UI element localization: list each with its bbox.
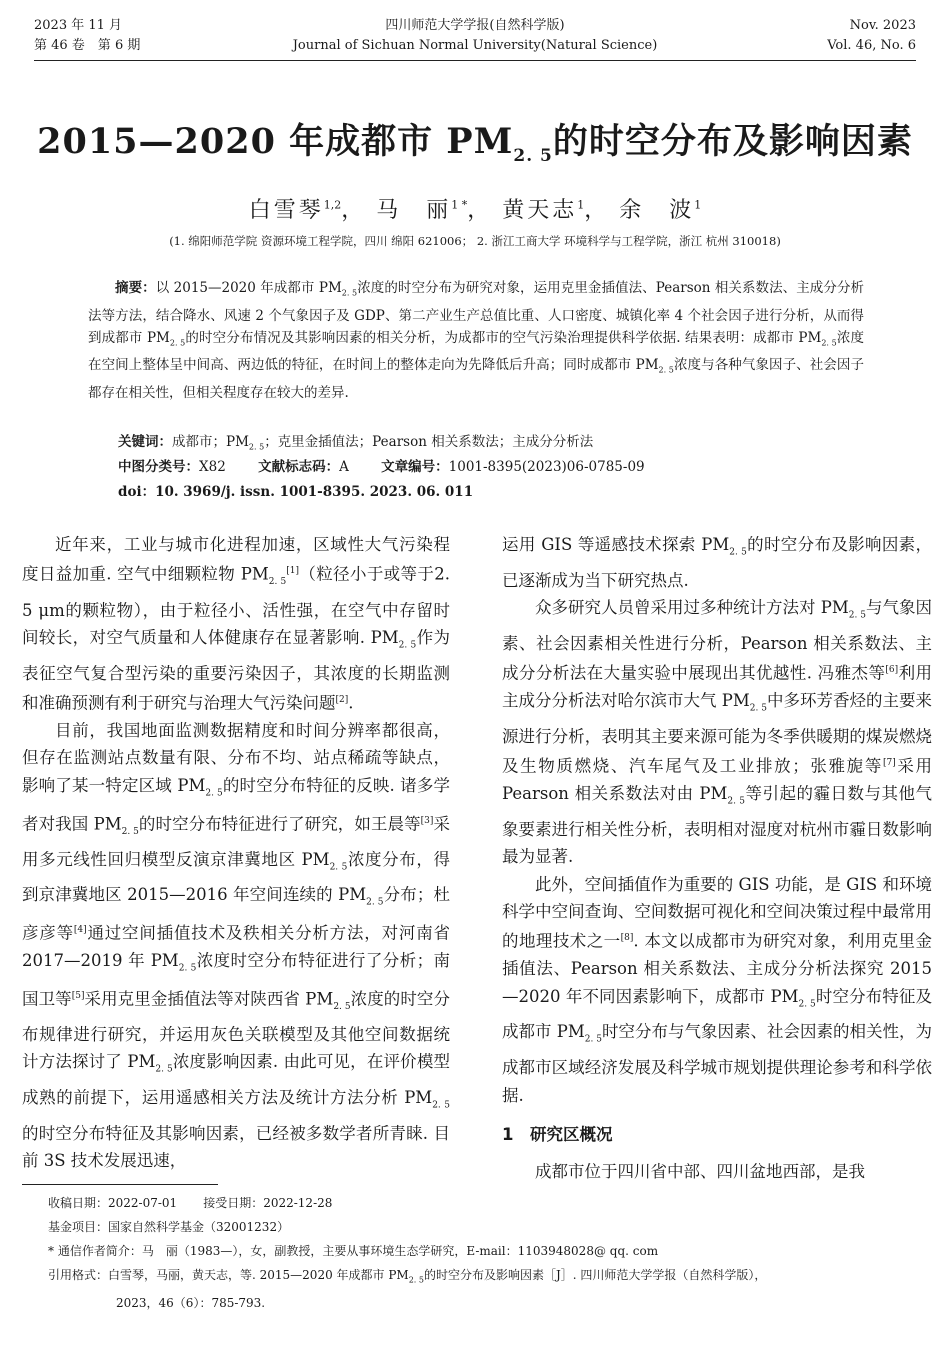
paragraph: 运用 GIS 等遥感技术探索 $PM_{2. 5}$的时空分布及影响因素，已逐渐成为当下研究热点. bbox=[502, 535, 932, 590]
footnote-fund: 基金项目：国家自然科学基金（32001232） bbox=[48, 1220, 290, 1234]
body-column-right bbox=[502, 531, 932, 1186]
classification-line: 中图分类号：X82 文献标志码：A 文章编号：1001-8395(2023)06-0785-09 bbox=[118, 459, 645, 475]
author: 白雪琴 bbox=[248, 198, 324, 223]
header-center: 四川师范大学学报(自然科学版) Journal of Sichuan Normal University(Natural Science) bbox=[292, 18, 658, 53]
paragraph: 此外，空间插值作为重要的 GIS 功能，是 GIS 和环境科学中空间查询、空间数据可视化和空间决策过程中最常用的地理技术之一[8]. 本文以成都市为研究对象，利用克里金插值法、Pearson 相关系数法、主成分分析法探究 2015—2020 年不同因素影响下，成都市 $PM_{2. 5}$时空分布特征及成都市 $PM_{2. 5}$时空分布与气象因素、社会因素的相关性，为成都市区域经济发展及科学城市规划提供理论参考和科学依据. bbox=[502, 874, 933, 1105]
section-heading: 1 研究区概况 bbox=[502, 1125, 613, 1144]
paragraph: 众多研究人员曾采用过多种统计方法对 $PM_{2. 5}$与气象因素、社会因素相关性进行分析，Pearson 相关系数法、主成分分析法在大量实验中展现出其优越性. 冯雅杰等[6]利用主成分分析法对哈尔滨市大气 $PM_{2. 5}$中多环芳香烃的主要来源进行分析，表明其主要来源可能为冬季供暖期的煤炭燃烧及生物质燃烧、汽车尾气及工业排放；张雅旎等[7]采用 Pearson 相关系数法对由 $PM_{2. 5}$等引起的霾日数与其他气象要素进行相关性分析，表明相对湿度对杭州市霾日数影响最为显著. bbox=[502, 598, 933, 867]
keywords: 关键词：成都市；$PM_{2. 5}$；克里金插值法；Pearson 相关系数法；主成分分析法 bbox=[118, 434, 594, 452]
author: 马 丽 bbox=[376, 198, 452, 223]
author-list: 白雪琴$^{1,2}$， 马 丽$^{1 *}$， 黄天志$^1$， 余 波$^1$ bbox=[248, 198, 702, 223]
footnote-citation-cont: 2023，46（6）：785-793. bbox=[116, 1296, 266, 1310]
footnote-citation: 引用格式：白雪琴，马丽，黄天志，等. 2015—2020 年成都市 $PM_{2. 5}$的时空分布及影响因素［J］. 四川师范大学学报（自然科学版）， bbox=[48, 1268, 767, 1285]
paragraph: 成都市位于四川省中部、四川盆地西部，是我 bbox=[535, 1162, 865, 1182]
running-header bbox=[34, 14, 916, 61]
body-column-left bbox=[22, 531, 450, 1175]
affiliations: (1. 绵阳师范学院 资源环境工程学院，四川 绵阳 621006； 2. 浙江工商大学 环境科学与工程学院，浙江 杭州 310018) bbox=[169, 234, 781, 248]
paragraph: 近年来，工业与城市化进程加速，区域性大气污染程度日益加重. 空气中细颗粒物 $PM_{2. 5}[1]$（粒径小于或等于2. 5 μm的颗粒物），由于粒径小、活性强，在空气中存留时间较长，对空气质量和人体健康存在显著影响. $PM_{2. 5}$作为表征空气复合型污染的重要污染因子，其浓度的长期监测和准确预测有利于研究与治理大气污染问题[2]. bbox=[22, 535, 450, 713]
abstract: 摘要：以 2015—2020 年成都市 $PM_{2. 5}$浓度的时空分布为研究对象，运用克里金插值法、Pearson 相关系数法、主成分分析法等方法，结合降水、风速 2 个气象因子及 GDP、第二产业生产总值比重、人口密度、城镇化率 4 个社会因子进行分析，从而得到成都市 $PM_{2. 5}$的时空分布情况及其影响因素的相关分析，为成都市的空气污染治理提供科学依据. 结果表明：成都市 $PM_{2. 5}$浓度在空间上整体呈中间高、两边低的特征，在时间上的整体走向为先降低后升高；同时成都市 $PM_{2. 5}$浓度与各种气象因子、社会因子都存在相关性，但相关程度存在较大的差异. bbox=[88, 280, 865, 402]
footnote-dates: 收稿日期：2022-07-01 接受日期：2022-12-28 bbox=[48, 1196, 333, 1210]
author: 黄天志 bbox=[502, 198, 578, 223]
paragraph: 目前，我国地面监测数据精度和时间分辨率都很高，但存在监测站点数量有限、分布不均、站点稀疏等缺点，影响了某一特定区域 $PM_{2. 5}$的时空分布特征的反映. 诸多学者对我国 $PM_{2. 5}$的时空分布特征进行了研究，如王晨等[3]采用多元线性回归模型反演京津冀地区 $PM_{2. 5}$浓度分布，得到京津冀地区 2015—2016 年空间连续的 $PM_{2. 5}$分布；杜彦彦等[4]通过空间插值技术及秩相关分析方法，对河南省 2017—2019 年 $PM_{2. 5}$浓度时空分布特征进行了分析；南国卫等[5]采用克里金插值法等对陕西省 $PM_{2. 5}$浓度的时空分布规律进行研究，并运用灰色关联模型及其他空间数据统计方法探讨了 $PM_{2. 5}$浓度影响因素. 由此可见，在评价模型成熟的前提下，运用遥感相关方法及统计方法分析 $PM_{2. 5}$的时空分布特征及其影响因素，已经被多数学者所青睐. 目前 3S 技术发展迅速， bbox=[22, 721, 451, 1171]
doi: doi：10. 3969/j. issn. 1001-8395. 2023. 06. 011 bbox=[118, 484, 474, 500]
footnote-corresponding: * 通信作者简介：马 丽（1983—），女，副教授，主要从事环境生态学研究，E-mail：1103948028@ qq. com bbox=[48, 1244, 659, 1258]
footnote-rule bbox=[22, 1184, 218, 1185]
header-left: 2023 年 11 月 第 46 卷 第 6 期 bbox=[34, 18, 141, 53]
header-right: Nov. 2023 Vol. 46, No. 6 bbox=[827, 18, 916, 53]
author: 余 波 bbox=[619, 198, 695, 223]
paper-title: 2015—2020 年成都市 $PM_{2. 5}$的时空分布及影响因素 bbox=[37, 121, 913, 166]
